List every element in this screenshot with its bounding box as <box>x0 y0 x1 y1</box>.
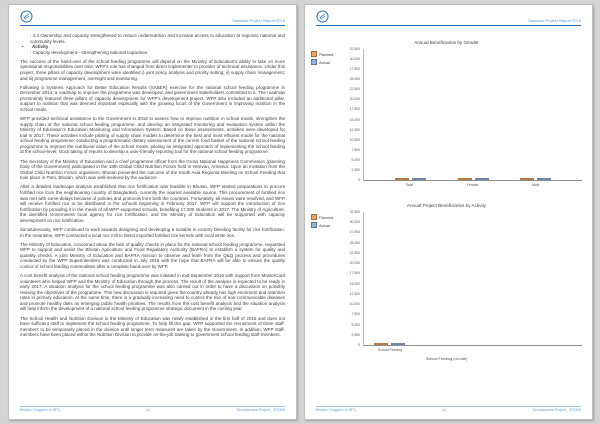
paragraph: The success of the hand-over of the school feeding programme will depend on the Ministry of Education's ability to take on more operational responsibilities over time. WFP's role has changed from direct implementer to provider of technical assistance. Under this project, three pillars of capacity development were identified i) joint policy analysis and priority setting; ii) supply chain management; and iii) programme management, oversight and monitoring. <box>20 58 285 81</box>
legend-item-planned <box>311 214 341 220</box>
header-rule <box>316 25 581 26</box>
y-tick-label: 30,000 <box>349 57 360 62</box>
bullet-icon: • <box>22 44 24 50</box>
header-rule <box>20 25 285 26</box>
footer-right: Development Project - 200300 <box>236 408 285 412</box>
chart-caption: School Feeding (on-site) <box>425 357 468 361</box>
outcome-item: : 4.3 Ownership and capacity strengthened to reduce undernutrition and increase access to education at regional, national and community levels. <box>30 33 285 44</box>
paragraph: The Ministry of Education, concerned about the lack of quality checks in place for the national school feeding programme, requested WFP to support and assist the Bhutan Agriculture and Food Regulatory Authority (BAFRA) to establish a system for quality and quantity checks. A joint Ministry of Education and BAFRA mission to observe and learn from the Q&Q process and procedures conducted by the WFP Superintendent was conducted in July 2016 with the hope that BAFRA will be able to ensure the quality control of school feeding commodities after a complete hand-over by WFP. <box>20 241 285 269</box>
x-tick-label: School Feeding <box>377 348 403 352</box>
legend-label: Actual <box>319 222 330 228</box>
chart-legend <box>311 212 341 352</box>
bar-actual <box>412 178 426 180</box>
paragraph: After a detailed landscape analysis established that rice fortification was feasible in Bhutan, WFP started preparations to procure fortified rice from the neighbouring country of Bangladesh, currently the nearest available source. This procurement of fortified rice was met with some delays because of policies and protocols from both the countries. Fortunately, all issues were resolved, and WFP will receive fortified rice to be distributed in the schools beginning in February 2017. WFP will support the introduction of rice fortification by providing it in the meals of all WFP-supported schools, benefiting 17,000 students in 2017. The Ministry of Agriculture, the identified Government focal agency for rice fortification, and the Ministry of Education will be supported with capacity development on rice fortification. <box>20 184 285 223</box>
y-tick-label: 30,000 <box>349 220 360 225</box>
y-tick-label: 20,000 <box>349 97 360 102</box>
footer-left: Bhutan, Kingdom of (BT) <box>20 408 60 412</box>
wfp-logo-icon <box>20 10 33 23</box>
bar-actual <box>475 178 489 180</box>
bar-group-female <box>458 178 489 180</box>
y-tick-label: 22,500 <box>349 250 360 255</box>
paragraph: The Secretary of the Ministry of Education and a chief programme officer from the Gross National Happiness Commission (planning body of the Government) participated in the 18th Global Child Nutrition Forum held in Yerevan, Armenia. Upon an invitation from the Global Child Nutrition Forum organisers, Bhutan presented the outcome of the South Asia Regional Meeting on School Feeding that took place in Paro, Bhutan, which was well-received by the audience. <box>20 158 285 181</box>
wfp-logo-icon <box>316 10 329 23</box>
legend-item-actual <box>311 222 341 228</box>
page-right <box>304 4 593 420</box>
page-footer <box>316 406 581 413</box>
chart-title: Annual Project Beneficiaries by Activity <box>406 203 487 208</box>
page-footer <box>20 406 285 413</box>
x-tick-label: Female <box>466 183 479 187</box>
x-tick-label: Total <box>405 183 413 187</box>
bar-group-male <box>520 178 551 180</box>
beneficiaries-by-gender-chart <box>311 40 582 187</box>
paragraph: A cost benefit analysis of the national school feeding programme was initiated in mid-September 2016 with support from MasterCard volunteers who helped WFP and the Ministry of Education through the process. The result of the analysis is expected to be ready in early 2017. A situation analysis for the school feeding programme was also carried out in order to have a discussion on possibly revising the objectives of the programme. This new discussion is required given the country already has high enrolment and retention rates in primary education. At the same time, there is a gradually increasing need to control the rise of non-communicable diseases and promote healthy diets as emerging public health priorities. The results from the cost benefit analysis and the situation analysis will help inform the development of a national school feeding programme strategic document in the coming year. <box>20 272 285 312</box>
paragraph: Simultaneously, WFP continued to work towards designing and developing a suitable in-country blending facility for rice fortification. In the meantime, WFP contracted a local rice mill to blend imported fortified rice kernels with local white rice. <box>20 226 285 238</box>
bar-group-total <box>395 178 426 180</box>
legend-swatch-icon <box>311 222 317 228</box>
beneficiaries-by-activity-chart <box>311 203 582 361</box>
legend-swatch-icon <box>311 59 317 65</box>
y-tick-label: 0 <box>358 178 360 182</box>
legend-item-planned <box>311 51 341 57</box>
legend-label: Planned <box>319 214 334 220</box>
y-tick-label: 22,500 <box>349 87 360 92</box>
legend-swatch-icon <box>311 51 317 57</box>
x-tick-label: Male <box>531 183 540 187</box>
y-tick-label: 10,000 <box>349 302 360 307</box>
y-tick-label: 7,500 <box>351 147 360 152</box>
x-axis-labels <box>363 183 582 187</box>
page-header <box>305 5 592 26</box>
y-tick-label: 12,500 <box>349 127 360 132</box>
bar-group-school-feeding <box>374 343 405 345</box>
y-axis <box>341 212 363 345</box>
y-tick-label: 0 <box>358 343 360 347</box>
y-tick-label: 7,500 <box>351 312 360 317</box>
y-tick-label: 25,000 <box>349 240 360 245</box>
y-tick-label: 15,000 <box>349 281 360 286</box>
y-tick-label: 17,500 <box>349 271 360 276</box>
legend-label: Planned <box>319 51 334 57</box>
plot-area <box>363 49 582 181</box>
x-axis-labels <box>363 348 582 352</box>
y-tick-label: 32,500 <box>349 210 360 214</box>
y-tick-label: 17,500 <box>349 107 360 112</box>
header-report-title: Standard Project Report 2016 <box>232 18 285 23</box>
footer-page-number: 13 <box>146 408 150 412</box>
bar-planned <box>458 178 472 180</box>
paragraph: The School Health and Nutrition Division in the Ministry of Education was newly established in the first half of 2016 and does not have sufficient staff to implement the school feeding programme. To help fill this gap, WFP supported the recruitment of three staff-members to be temporarily placed in the division until longer term measures are taken by the Government. In addition, WFP staff-members have been placed within the Nutrition Division to provide on-the-job training to government school feeding staff-members. <box>20 315 285 338</box>
bar-planned <box>395 178 409 180</box>
y-tick-label: 27,500 <box>349 67 360 72</box>
paragraph: Following a Systems Approach for Better Education Results (SABER) exercise for the national school feeding programme in December 2014, a roadmap to improve the programme was developed, and government stakeholders committed to it. The roadmap prominently featured three pillars of capacity development for WFP's development project. WFP also included an additional pillar, support to nutrition that was deemed important especially with the growing focus of the Government in improving nutrition in the school meals. <box>20 84 285 112</box>
paragraph: WFP provided technical assistance to the Government in 2016 to assess how to improve nutrition in school meals, strengthen the supply chain of the national school feeding programme, and develop an integrated monitoring and evaluation system within the Ministry of Education's Education Monitoring and Information System. Based on these assessments, activities were developed for trial in 2017. These activities include piloting of supply chain models to determine the best and most efficient model for the national school feeding programme; conducting a programmatic dietary assessment of the current food basket of the national school feeding programme to improve the nutritional value of the school meals; piloting an integrated approach of implementing the school feeding at the school-level; stock taking of reports to develop a user-friendly reporting tool for the national school feeding programme. <box>20 116 285 155</box>
chart-title: Annual Beneficiaries by Gender <box>414 40 479 45</box>
page-left <box>8 4 297 420</box>
plot-area <box>363 212 582 346</box>
y-tick-label: 5,000 <box>351 322 360 327</box>
y-axis <box>341 49 363 180</box>
header-report-title: Standard Project Report 2016 <box>528 18 581 23</box>
y-tick-label: 32,500 <box>349 47 360 51</box>
report-body-text <box>9 26 296 338</box>
legend-label: Actual <box>319 59 330 65</box>
charts-section <box>305 26 592 361</box>
y-tick-label: 27,500 <box>349 230 360 235</box>
bar-actual <box>391 343 405 345</box>
outcome-activity-list <box>20 33 285 55</box>
y-tick-label: 12,500 <box>349 291 360 296</box>
y-tick-label: 2,500 <box>351 167 360 172</box>
bar-planned <box>374 343 388 345</box>
y-tick-label: 2,500 <box>351 332 360 337</box>
footer-page-number: 14 <box>442 408 446 412</box>
bar-planned <box>520 178 534 180</box>
y-tick-label: 15,000 <box>349 117 360 122</box>
y-tick-label: 10,000 <box>349 137 360 142</box>
legend-swatch-icon <box>311 214 317 220</box>
footer-left: Bhutan, Kingdom of (BT) <box>316 408 356 412</box>
bar-actual <box>537 178 551 180</box>
chart-legend <box>311 49 341 187</box>
page-header <box>9 5 296 26</box>
y-tick-label: 25,000 <box>349 77 360 82</box>
y-tick-label: 20,000 <box>349 261 360 266</box>
footer-right: Development Project - 200300 <box>532 408 581 412</box>
legend-item-actual <box>311 59 341 65</box>
activity-label: Activity <box>32 44 49 50</box>
y-tick-label: 5,000 <box>351 157 360 162</box>
activity-item: : Capacity development—strengthening national capacities <box>30 49 148 55</box>
